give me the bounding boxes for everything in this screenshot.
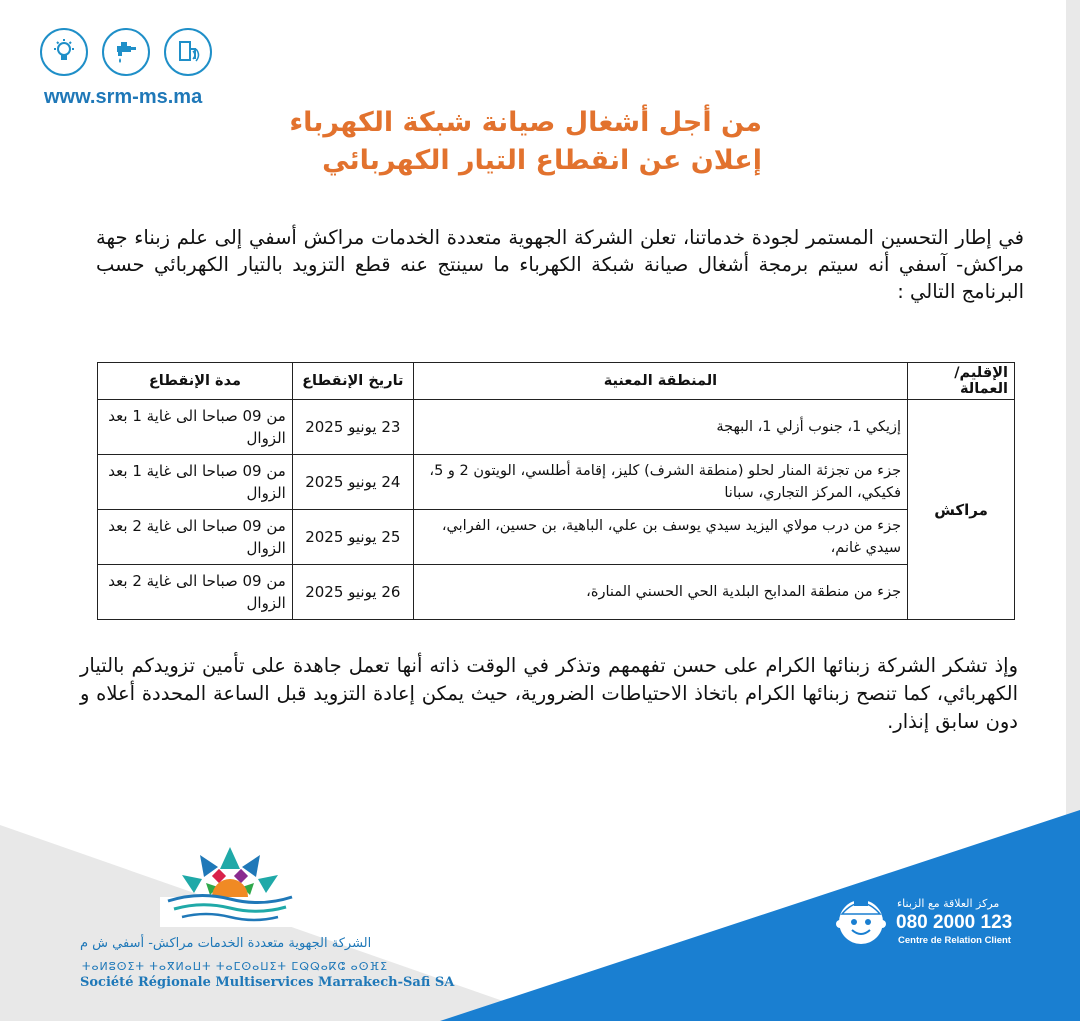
header-duration: مدة الإنقطاع — [98, 363, 293, 400]
header-date: تاريخ الإنقطاع — [292, 363, 413, 400]
duration-cell: من 09 صباحا الى غاية 1 بعد الزوال — [98, 455, 293, 510]
notice-subtitle: إعلان عن انقطاع التيار الكهربائي — [322, 145, 762, 176]
area-cell: جزء من منطقة المدابح البلدية الحي الحسني المنارة، — [413, 565, 907, 620]
sanitation-icon — [164, 28, 212, 76]
table-row — [98, 400, 1015, 455]
company-name-french: Société Régionale Multiservices Marrakech-Safi SA — [80, 975, 455, 990]
province-cell: مراكش — [908, 400, 1015, 620]
company-name-tifinagh: ⵜⴰⵍⵓⵙⵉⵜ ⵜⴰⴳⵍⴰⵡⵜ ⵜⴰⵎⵙⴰⵡⵉⵜ ⵎⵕⵕⴰⴽⵛ ⴰⵙⴼⵉ — [82, 960, 389, 973]
notice-title: من أجل أشغال صيانة شبكة الكهرباء — [289, 107, 762, 138]
duration-cell: من 09 صباحا الى غاية 1 بعد الزوال — [98, 400, 293, 455]
closing-paragraph: وإذ تشكر الشركة زبنائها الكرام على حسن تفهمهم وتذكر في الوقت ذاته أنها تعمل جاهدة على تأمين تزويدكم بالتيار الكهربائي، كما تنصح زبنائها الكرام باتخاذ الاحتياطات الضرورية، حيث يمكن إعادة التزويد قبل الساعة المحددة أعلاه و دون سابق إنذار. — [80, 654, 1018, 733]
date-cell: 24 يونيو 2025 — [292, 455, 413, 510]
table-row — [98, 510, 1015, 565]
date-cell: 26 يونيو 2025 — [292, 565, 413, 620]
company-logo-icon — [160, 842, 300, 932]
header-province: الإقليم/العمالة — [908, 363, 1015, 400]
website-link[interactable]: www.srm-ms.ma — [44, 86, 203, 108]
company-name-arabic: الشركة الجهوية متعددة الخدمات مراكش- أسفي ش م — [80, 936, 372, 951]
contact-center-label-arabic: مركز العلاقة مع الزبناء — [897, 897, 1000, 910]
header-area: المنطقة المعنية — [413, 363, 907, 400]
service-icons — [40, 28, 212, 76]
outage-schedule-table — [97, 362, 1015, 620]
area-cell: جزء من درب مولاي اليزيد سيدي يوسف بن علي، الباهية، بن حسين، الفرابي، سيدي غانم، — [413, 510, 907, 565]
table-header-row — [98, 363, 1015, 400]
lightbulb-icon — [40, 28, 88, 76]
area-cell: جزء من تجزئة المنار لحلو (منطقة الشرف) كليز، إقامة أطلسي، الويتون 2 و 5، فكيكي، المركز التجاري، سبانا — [413, 455, 907, 510]
water-tap-icon — [102, 28, 150, 76]
contact-phone-number[interactable]: 080 2000 123 — [896, 912, 1013, 933]
area-cell: إزيكي 1، جنوب أزلي 1، البهجة — [413, 400, 907, 455]
duration-cell: من 09 صباحا الى غاية 2 بعد الزوال — [98, 565, 293, 620]
contact-center-label-french: Centre de Relation Client — [898, 935, 1011, 946]
intro-paragraph: في إطار التحسين المستمر لجودة خدماتنا، تعلن الشركة الجهوية متعددة الخدمات مراكش أسفي إلى علم زبناء جهة مراكش- آسفي أنه سيتم برمجة أشغال صيانة شبكة الكهرباء ما سينتج عنه قطع التزويد بالتيار الكهربائي حسب البرنامج التالي : — [96, 226, 1024, 303]
table-row — [98, 565, 1015, 620]
date-cell: 23 يونيو 2025 — [292, 400, 413, 455]
table-row — [98, 455, 1015, 510]
date-cell: 25 يونيو 2025 — [292, 510, 413, 565]
customer-service-mascot-icon — [830, 888, 892, 950]
duration-cell: من 09 صباحا الى غاية 2 بعد الزوال — [98, 510, 293, 565]
